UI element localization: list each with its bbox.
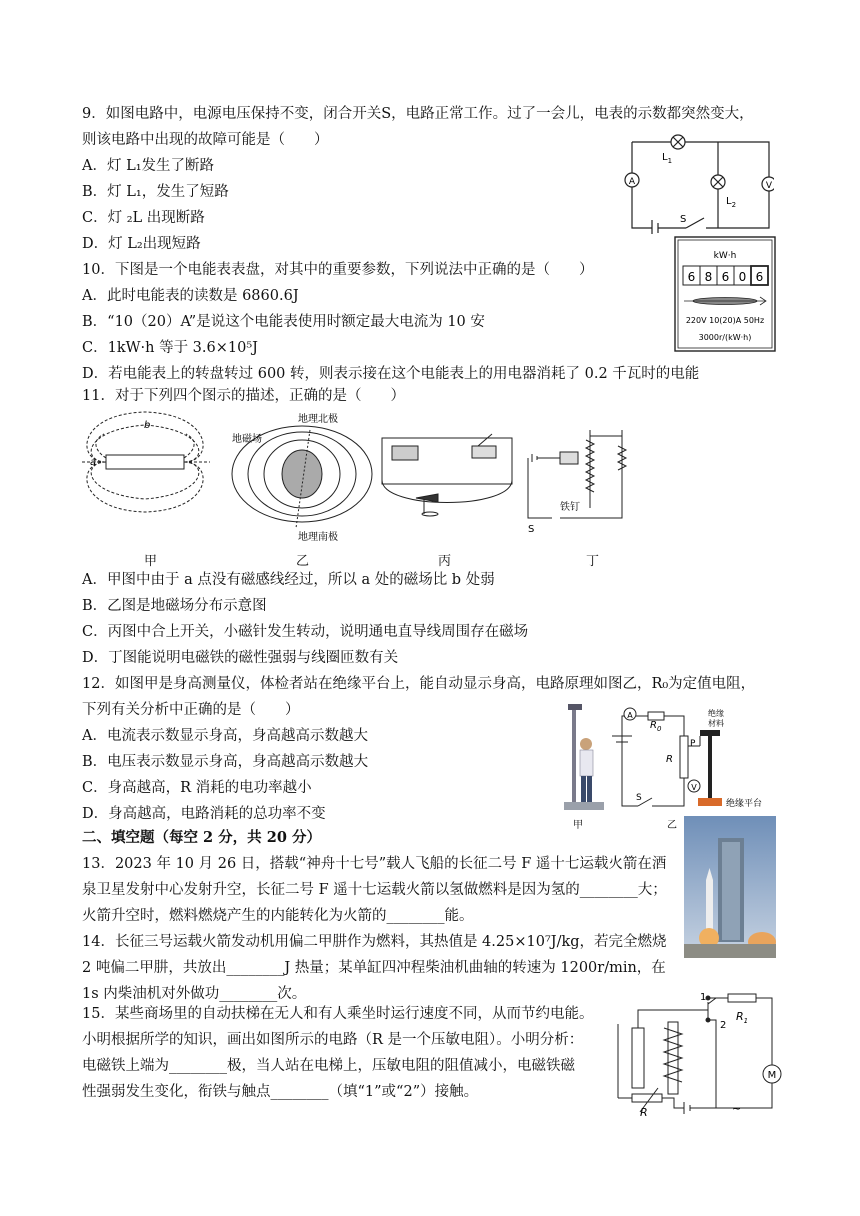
q15-line4: 性强弱发生变化，衔铁与触点________（填“1”或“2”）接触。 [82, 1084, 479, 1100]
q13-rocket-launch-photo [684, 816, 776, 958]
q15-line2: 小明根据所学的知识，画出如图所示的电路（R 是一个压敏电阻）。小明分析： [82, 1032, 584, 1048]
q11-label-nail: 铁钉 [560, 502, 580, 513]
q13-line2: 泉卫星发射中心发射升空，长征二号 F 遥十七运载火箭以氢做燃料是因为氢的________大； [82, 882, 667, 898]
q9-switch-label: S [680, 214, 687, 225]
q12-insulating-platform [698, 798, 722, 806]
q9-option-c: C．灯 ₂L 出现断路 [82, 210, 205, 226]
q10-option-d: D．若电能表上的转盘转过 600 转，则表示接在这个电能表上的用电器消耗了 0.2 千瓦时的电能 [82, 366, 700, 382]
q12-material-label-2: 材料 [708, 719, 724, 728]
q11-label-switch: S [528, 524, 535, 535]
q12-stem-line2: 下列有关分析中正确的是（ ） [82, 702, 300, 718]
q12-caption-jia: 甲 [573, 820, 583, 831]
q12-figures [556, 702, 782, 832]
q10-option-b: B．“10（20）A”是说这个电能表使用时额定最大电流为 10 安 [82, 314, 485, 330]
q12-option-c: C．身高越高，R 消耗的电功率越小 [82, 780, 312, 796]
q9-option-b: B．灯 L₁，发生了短路 [82, 184, 229, 200]
q11-label-b: b [144, 420, 151, 431]
q15-r-label: R [640, 1106, 648, 1118]
q12-option-a: A．电流表示数显示身高，身高越高示数越大 [82, 728, 368, 744]
q10-option-c: C．1kW·h 等于 3.6×10⁵J [82, 340, 258, 356]
q14-line2: 2 吨偏二甲肼，共放出________J 热量；某单缸四冲程柴油机曲轴的转速为 1200r/min，在 [82, 960, 666, 976]
q9-circuit-diagram [622, 130, 774, 234]
q11-option-b: B．乙图是地磁场分布示意图 [82, 598, 267, 614]
q11-caption-yi: 乙 [296, 554, 310, 569]
q12-p-label: P [690, 739, 696, 749]
q10-meter-digit: 6 [755, 270, 764, 284]
q11-option-a: A．甲图中由于 a 点没有磁感线经过，所以 a 处的磁场比 b 处弱 [82, 572, 495, 588]
q12-stem-line1: 12．如图甲是身高测量仪，体检者站在绝缘平台上，能自动显示身高，电路原理如图乙，R₀为定值电阻， [82, 676, 756, 692]
q10-meter-digit: 8 [704, 270, 713, 284]
q10-meter-unit: kW·h [713, 251, 737, 261]
q12-option-d: D．身高越高，电路消耗的总功率不变 [82, 806, 326, 822]
q12-r0-label: $R_0$ [650, 720, 662, 733]
q13-line1: 13．2023 年 10 月 26 日，搭载“神舟十七号”载人飞船的长征二号 F 遥十七运载火箭在酒 [82, 856, 667, 872]
section-2-heading: 二、填空题（每空 2 分，共 20 分） [82, 829, 321, 846]
q13-line3: 火箭升空时，燃料燃烧产生的内能转化为火箭的________能。 [82, 908, 474, 924]
q9-voltmeter-label: V [765, 181, 773, 191]
q11-label-north: 地理北极 [298, 414, 338, 425]
q10-energy-meter [674, 236, 776, 352]
q9-option-d: D．灯 L₂出现短路 [82, 236, 201, 252]
q14-line1: 14．长征三号运载火箭发动机用偏二甲肼作为燃料，其热值是 4.25×10⁷J/kg，若完全燃烧 [82, 934, 667, 950]
q9-stem-line2: 则该电路中出现的故障可能是（ ） [82, 132, 329, 148]
q15-motor-label: M [767, 1070, 777, 1081]
q10-meter-spec1: 220V 10(20)A 50Hz [685, 316, 765, 325]
q15-contact-1-label: 1 [700, 992, 707, 1003]
q9-option-a: A．灯 L₁发生了断路 [82, 158, 215, 174]
q9-ammeter-label: A [628, 177, 636, 187]
q12-material-label-1: 绝缘 [708, 709, 724, 718]
q11-stem: 11．对于下列四个图示的描述，正确的是（ ） [82, 388, 405, 404]
q12-height-meter-photo [564, 704, 604, 810]
q9-l1-label: $L_1$ [662, 152, 673, 165]
q10-meter-digit: 0 [738, 270, 747, 284]
q14-line3: 1s 内柴油机对外做功________次。 [82, 986, 307, 1002]
q15-ac-source-label: ~ [732, 1102, 742, 1115]
q11-figures [82, 410, 642, 570]
q15-relay-circuit [612, 988, 782, 1118]
q12-voltmeter-label: V [691, 783, 697, 792]
q11-caption-jia: 甲 [144, 554, 158, 569]
q10-meter-digit: 6 [721, 270, 730, 284]
q12-r-label: R [666, 754, 673, 765]
q11-label-field: 地磁场 [232, 434, 262, 445]
q12-ammeter-label: A [627, 711, 633, 720]
q12-switch-label: S [636, 793, 642, 803]
q15-contact-2-label: 2 [720, 1020, 727, 1031]
q10-option-a: A．此时电能表的读数是 6860.6J [82, 288, 299, 304]
q12-insulating-material [700, 730, 720, 736]
q12-caption-yi: 乙 [667, 820, 677, 831]
q15-line3: 电磁铁上端为________极，当人站在电梯上，压敏电阻的阻值减小，电磁铁磁 [82, 1058, 575, 1074]
q11-option-c: C．丙图中合上开关，小磁针发生转动，说明通电直导线周围存在磁场 [82, 624, 529, 640]
q11-caption-bing: 丙 [438, 554, 452, 569]
q10-meter-digit: 6 [687, 270, 696, 284]
q10-meter-spec2: 3000r/(kW·h) [698, 333, 752, 342]
q9-stem-line1: 9．如图电路中，电源电压保持不变，闭合开关S，电路正常工作。过了一会儿，电表的示数都突然变大， [82, 106, 754, 122]
q11-option-d: D．丁图能说明电磁铁的磁性强弱与线圈匝数有关 [82, 650, 399, 666]
q12-option-b: B．电压表示数显示身高，身高越高示数越大 [82, 754, 369, 770]
q12-platform-label: 绝缘平台 [726, 799, 763, 809]
q10-stem: 10．下图是一个电能表表盘，对其中的重要参数，下列说法中正确的是（ ） [82, 262, 594, 278]
q11-label-south: 地理南极 [298, 532, 338, 543]
q11-fig-bing-oersted [382, 434, 512, 516]
q15-line1: 15．某些商场里的自动扶梯在无人和有人乘坐时运行速度不同，从而节约电能。 [82, 1006, 594, 1022]
q9-l2-label: $L_2$ [726, 196, 737, 209]
q11-caption-ding: 丁 [586, 554, 600, 569]
q11-label-a: a [90, 457, 97, 468]
q15-r1-label: $R_1$ [736, 1010, 749, 1025]
